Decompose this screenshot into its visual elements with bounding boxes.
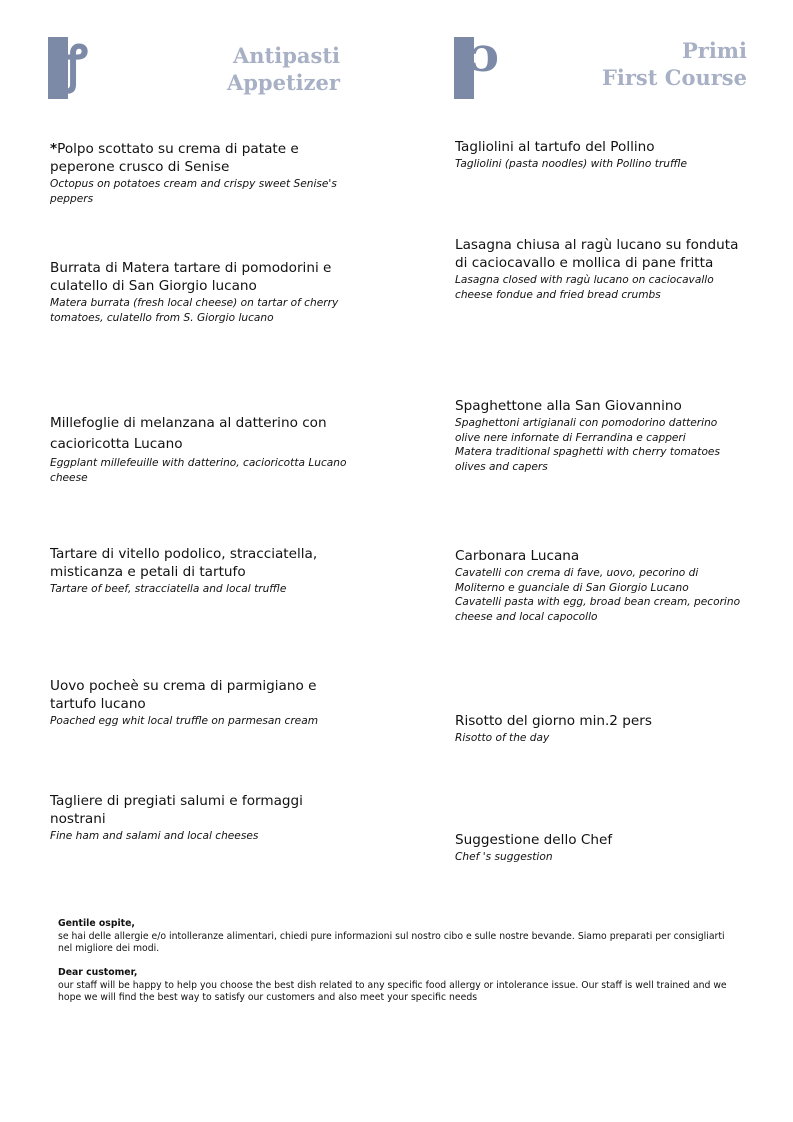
notice-it-title: Gentile ospite, [58, 918, 135, 929]
dish-description: Matera burrata (fresh local cheese) on tartar of cherry tomatoes, culatello from S. Giorgio lucano [50, 297, 339, 324]
primi-item [455, 831, 745, 865]
primi-section-title [602, 37, 747, 91]
antipasti-item [50, 140, 350, 206]
dish-description: Fine ham and salami and local cheeses [50, 830, 259, 842]
antipasti-item [50, 677, 350, 729]
dish-name: Carbonara Lucana [455, 548, 580, 564]
dish-description: Tartare of beef, stracciatella and local truffle [50, 583, 287, 595]
dish-name: Spaghettone alla San Giovannino [455, 398, 682, 414]
notice-en-text: our staff will be happy to help you choose the best dish related to any specific food allergy or intolerance issue. Our staff is well trained and we hope we will find the best way to satisfy our customers and also meet your specific needs [58, 979, 727, 1003]
primi-item [455, 138, 745, 172]
dish-name: Millefoglie di melanzana al datterino con cacioricotta Lucano [50, 415, 327, 452]
dish-marker: * [50, 141, 58, 157]
antipasti-item [50, 259, 350, 325]
allergy-notice-en [58, 967, 738, 1005]
dish-description: Eggplant millefeuille with datterino, cacioricotta Lucano cheese [50, 457, 347, 484]
dish-description: Spaghettoni artigianali con pomodorino datterino olive nere infornate di Ferrandina e capperi Matera traditional spaghetti with cherry tomatoes olives and capers [455, 417, 720, 473]
dish-name: Burrata di Matera tartare di pomodorini e culatello di San Giorgio lucano [50, 260, 332, 294]
allergy-notice-it [58, 918, 738, 956]
primi-title-it: Primi [681, 38, 747, 63]
dish-description: Poached egg whit local truffle on parmesan cream [50, 715, 319, 727]
primi-item [455, 236, 745, 302]
antipasti-title-it: Antipasti [232, 43, 340, 68]
primi-item [455, 712, 745, 746]
dish-description: Tagliolini (pasta noodles) with Pollino truffle [455, 158, 688, 170]
antipasti-item [50, 792, 350, 844]
dish-name: Tartare di vitello podolico, stracciatella, misticanza e petali di tartufo [50, 546, 318, 580]
primi-item [455, 547, 745, 624]
dish-description: Risotto of the day [455, 732, 550, 744]
dish-description: Lasagna closed with ragù lucano on caciocavallo cheese fondue and fried bread crumbs [455, 274, 714, 301]
antipasti-section-title [227, 42, 340, 96]
dish-name: Uovo pocheè su crema di parmigiano e tartufo lucano [50, 678, 317, 712]
dish-name: Tagliere di pregiati salumi e formaggi nostrani [50, 793, 303, 827]
dish-name: Suggestione dello Chef [455, 832, 613, 848]
dish-name: *Polpo scottato su crema di patate e peperone crusco di Senise [50, 141, 299, 175]
dish-description: Octopus on potatoes cream and crispy sweet Senise's peppers [50, 178, 337, 205]
decorative-scroll-a-logo-icon: ꝭ [64, 34, 88, 93]
primi-item [455, 397, 745, 474]
dish-name: Risotto del giorno min.2 pers [455, 713, 652, 729]
antipasti-item [50, 545, 350, 597]
dish-name: Lasagna chiusa al ragù lucano su fonduta di caciocavallo e mollica di pane fritta [455, 237, 739, 271]
antipasti-title-en: Appetizer [226, 70, 340, 95]
dish-description: Chef 's suggestion [455, 851, 553, 863]
notice-en-title: Dear customer, [58, 967, 138, 978]
primi-title-en: First Course [601, 65, 747, 90]
dish-name: Tagliolini al tartufo del Pollino [455, 139, 655, 155]
antipasti-item [50, 413, 350, 485]
decorative-scroll-p-logo-icon: ɔ [470, 27, 500, 83]
dish-description: Cavatelli con crema di fave, uovo, pecorino di Moliterno e guanciale di San Giorgio Lucano Cavatelli pasta with egg, broad bean cream, pecorino cheese and local capocollo [455, 567, 741, 623]
notice-it-text: se hai delle allergie e/o intolleranze alimentari, chiedi pure informazioni sul nostro cibo e sulle nostre bevande. Siamo preparati per consigliarti nel migliore dei modi. [58, 930, 725, 954]
